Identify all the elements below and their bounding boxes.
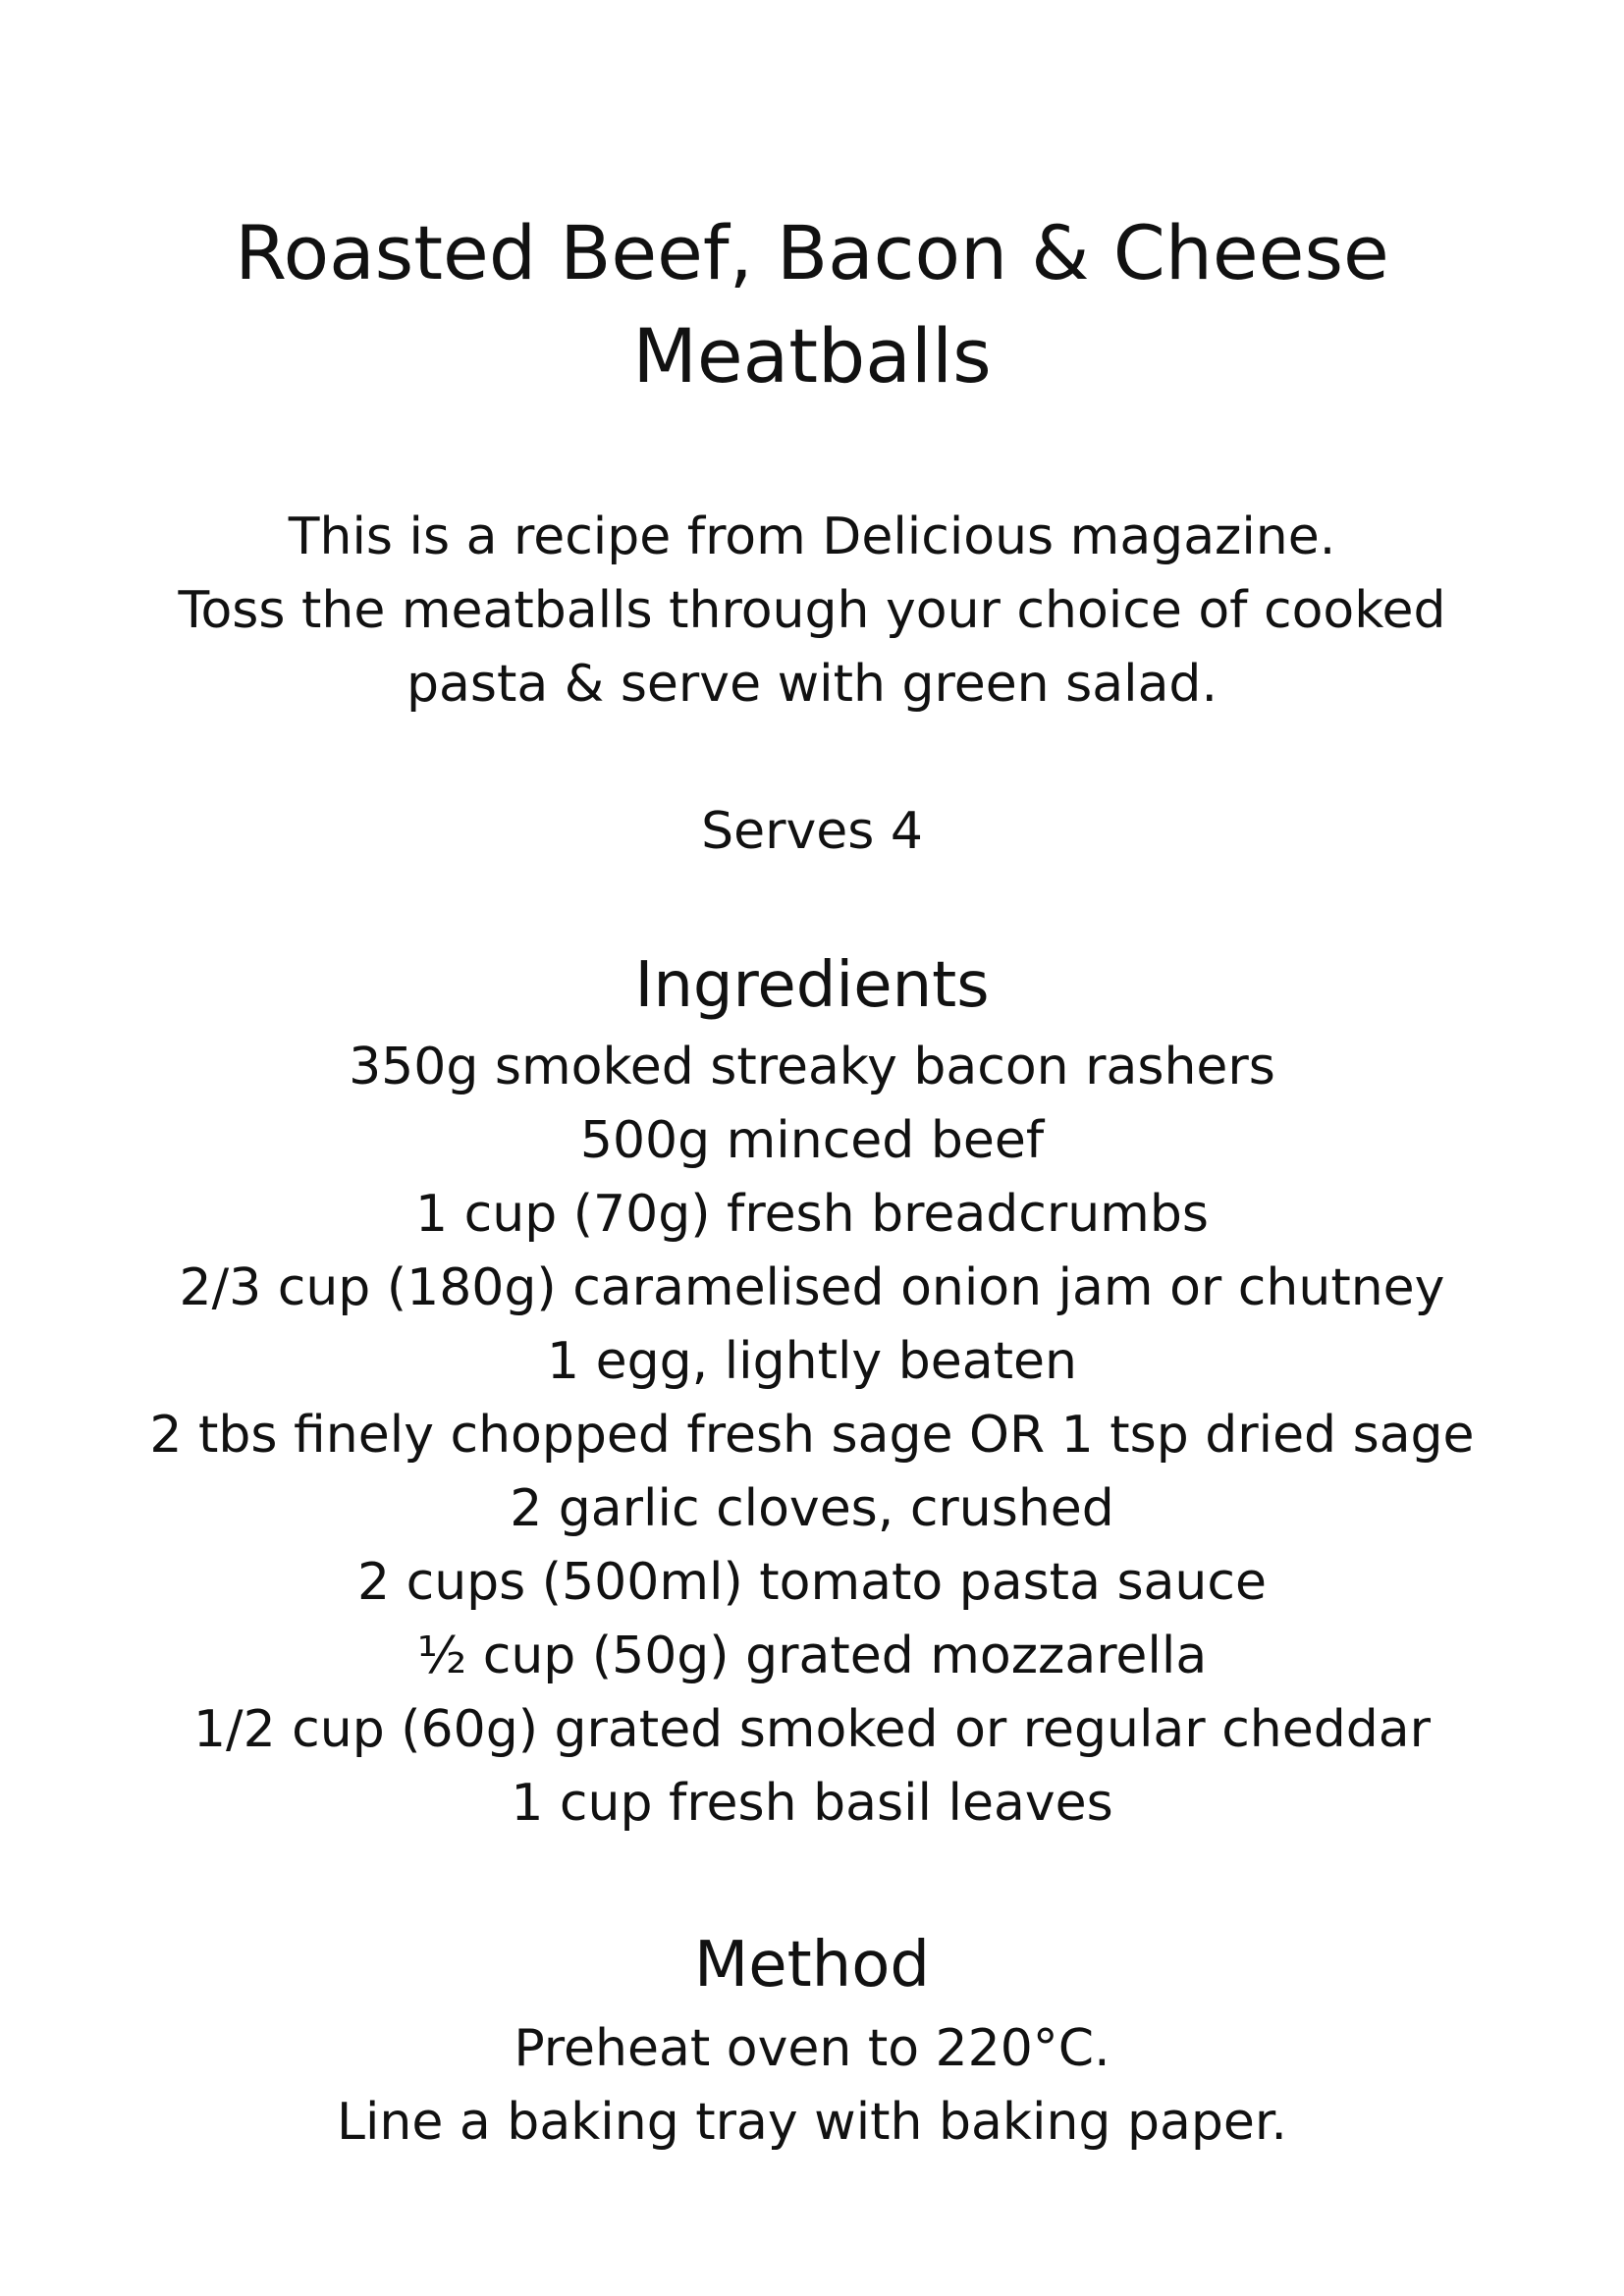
- ingredient-item: 1 egg, lightly beaten: [547, 1332, 1077, 1391]
- ingredients-heading: Ingredients: [634, 949, 990, 1022]
- ingredient-item: 1 cup (70g) fresh breadcrumbs: [415, 1185, 1209, 1244]
- method-steps: [0, 2012, 1624, 2160]
- ingredients-list: [0, 1031, 1624, 1841]
- intro-line-1: This is a recipe from Delicious magazine.: [288, 507, 1336, 566]
- method-heading: Method: [693, 1929, 931, 2002]
- ingredient-item: 500g minced beef: [579, 1111, 1045, 1170]
- method-step: Line a baking tray with baking paper.: [337, 2093, 1287, 2152]
- ingredient-item: 350g smoked streaky bacon rashers: [349, 1038, 1275, 1096]
- ingredient-item: ½ cup (50g) grated mozzarella: [416, 1627, 1208, 1685]
- intro-line-3: pasta & serve with green salad.: [406, 655, 1218, 714]
- recipe-title-line-2: Meatballs: [632, 312, 992, 400]
- ingredient-item: 2 cups (500ml) tomato pasta sauce: [357, 1553, 1267, 1612]
- intro-line-2: Toss the meatballs through your choice of cooked: [178, 581, 1446, 640]
- ingredient-item: 2 tbs finely chopped fresh sage OR 1 tsp dried sage: [149, 1406, 1475, 1465]
- recipe-title-line-1: Roasted Beef, Bacon & Cheese: [235, 209, 1389, 296]
- ingredient-item: 1/2 cup (60g) grated smoked or regular cheddar: [192, 1700, 1432, 1759]
- recipe-title: [0, 201, 1624, 407]
- recipe-intro: [0, 501, 1624, 721]
- ingredient-item: 2/3 cup (180g) caramelised onion jam or chutney: [179, 1258, 1445, 1317]
- ingredient-item: 2 garlic cloves, crushed: [510, 1479, 1114, 1538]
- method-step: Preheat oven to 220°C.: [514, 2019, 1110, 2078]
- serves-text: Serves 4: [701, 802, 923, 861]
- ingredient-item: 1 cup fresh basil leaves: [511, 1774, 1113, 1833]
